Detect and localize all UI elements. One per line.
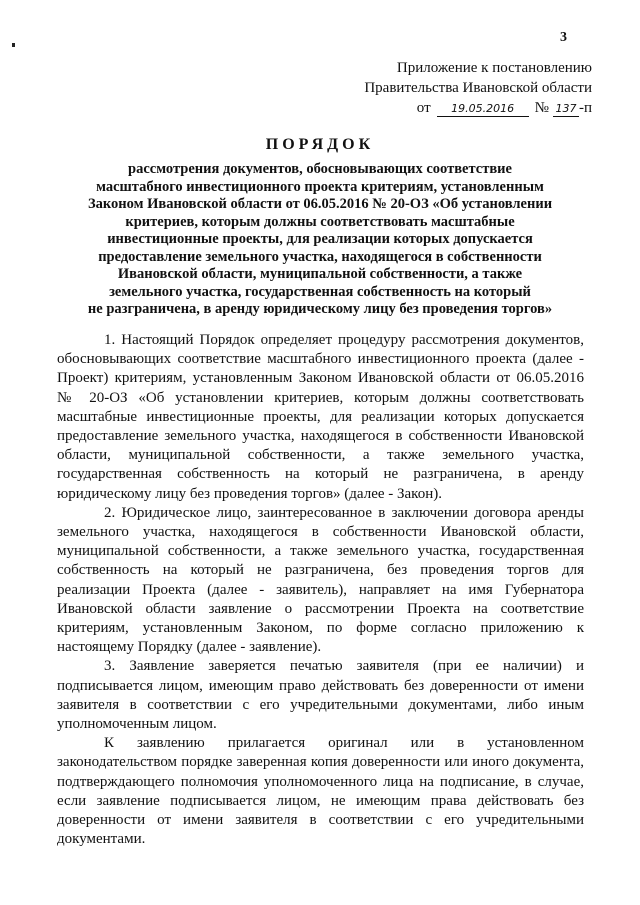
subtitle-line: рассмотрения документов, обосновывающих соответствие xyxy=(128,161,512,177)
approval-line-2: Правительства Ивановской области xyxy=(364,80,592,96)
approval-block xyxy=(330,58,592,118)
subtitle-line: предоставление земельного участка, находящегося в собственности xyxy=(98,248,542,265)
approval-number-suffix: -п xyxy=(578,100,592,116)
subtitle-line: не разграничена, в аренду юридическому лицу без проведения торгов» xyxy=(87,301,553,317)
handwritten-number: 137 xyxy=(553,102,579,117)
subtitle-line: масштабного инвестиционного проекта критериям, установленным xyxy=(96,178,544,195)
handwritten-date: 19.05.2016 xyxy=(437,102,529,117)
document-body xyxy=(57,331,584,849)
document-title: ПОРЯДОК xyxy=(265,136,375,153)
approval-from-prefix: от xyxy=(416,100,431,116)
page-number: 3 xyxy=(560,30,567,45)
document-subtitle xyxy=(60,161,580,319)
approval-number-sign: № xyxy=(534,100,549,116)
paragraph-2: 2. Юридическое лицо, заинтересованное в заключении договора аренды земельного участка, находящегося в собственности Ивановской области, муниципальной собственности, а также земельного участка, государственная собственность на который не разграничена, без проведения торгов для реализации Проекта (далее - заявитель), направляет на имя Губернатора Ивановской области заявление о рассмотрении Проекта на соответствие критериям, установленным Законом, по форме согласно приложению к настоящему Порядку (далее - заявление). xyxy=(57,504,584,656)
subtitle-line: критериев, которым должны соответствовать масштабные xyxy=(125,213,515,230)
paragraph-3: 3. Заявление заверяется печатью заявителя (при ее наличии) и подписывается лицом, имеющим право действовать без доверенности от имени заявителя в соответствии с его учредительными документами, либо иным уполномоченным лицом. xyxy=(57,658,584,733)
approval-line-1: Приложение к постановлению xyxy=(396,60,592,76)
subtitle-line: Ивановской области, муниципальной собственности, а также xyxy=(117,266,523,282)
subtitle-line: земельного участка, государственная собственность на который xyxy=(109,283,531,300)
subtitle-line: инвестиционные проекты, для реализации которых допускается xyxy=(107,231,533,247)
subtitle-line: Законом Ивановской области от 06.05.2016 № 20-ОЗ «Об установлении xyxy=(87,196,553,212)
approval-line-3 xyxy=(330,98,592,118)
scan-margin-mark xyxy=(12,43,15,47)
paragraph-1: 1. Настоящий Порядок определяет процедуру рассмотрения документов, обосновывающих соответствие масштабного инвестиционного проекта (далее - Проект) критериям, установленным Законом Ивановской области от 06.05.2016 № 20-ОЗ «Об установлении критериев, которым должны соответствовать масштабные инвестиционные проекты, для реализации которых допускается предоставление земельного участка, находящегося в собственности Ивановской области, муниципальной собственности, а также земельного участка, государственная собственность на который не разграничена, в аренду юридическому лицу без проведения торгов» (далее - Закон). xyxy=(57,332,584,502)
paragraph-4: К заявлению прилагается оригинал или в установленном законодательством порядке заверенная копия доверенности или иного документа, подтверждающего полномочия уполномоченного лица на подписание, в случае, если заявление подписывается лицом, не имеющим права действовать без доверенности от имени заявителя в соответствии с его учредительными документами. xyxy=(57,735,584,848)
